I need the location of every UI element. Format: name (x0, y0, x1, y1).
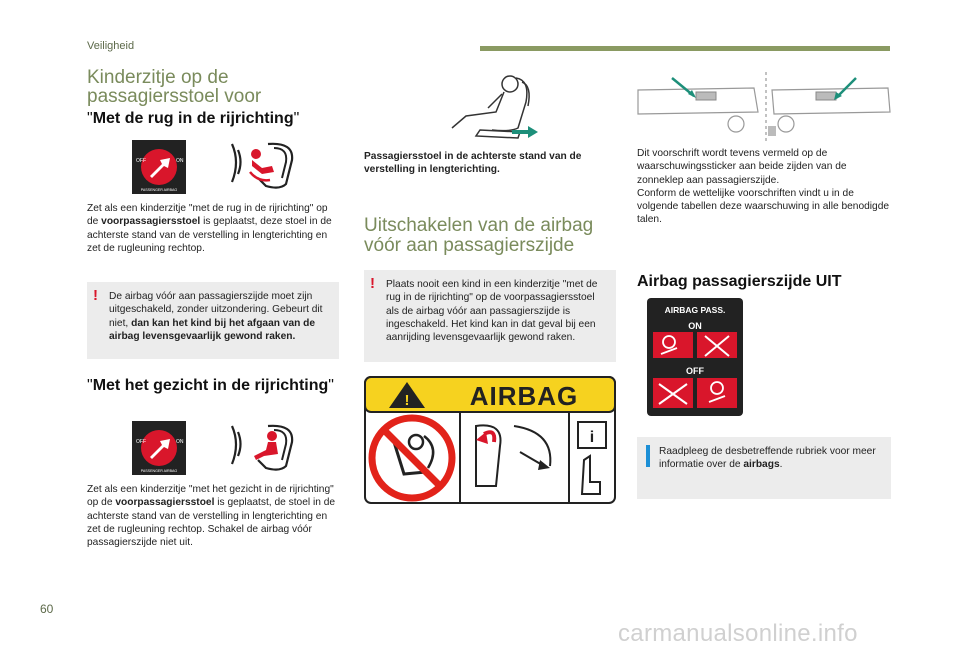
airbag-indicator-panel (647, 298, 743, 416)
svg-text:ON: ON (176, 158, 184, 164)
info-text: Raadpleeg de desbetreffende rubriek voor meer informatie over de airbags. (659, 446, 876, 471)
page-title: Kinderzitje op de passagiersstoel voor (87, 67, 262, 107)
seat-adjustment-illustration (440, 72, 540, 142)
svg-text:i: i (589, 429, 595, 446)
page-number: 60 (40, 602, 54, 616)
sun-visor-sticker-illustration (636, 72, 892, 142)
airbag-switch-icon (132, 140, 186, 194)
airbag-warning-label (364, 376, 616, 504)
watermark: carmanualsonline.info (618, 620, 858, 647)
forward-facing-seat-icon (228, 420, 300, 474)
svg-text:!: ! (404, 392, 410, 409)
svg-text:OFF: OFF (136, 158, 146, 164)
svg-text:AIRBAG PASS.: AIRBAG PASS. (664, 305, 726, 315)
warning-icon: ! (93, 287, 98, 304)
heading-forward-facing: "Met het gezicht in de rijrichting" (87, 377, 334, 394)
svg-text:OFF: OFF (136, 439, 146, 445)
warning-deactivate (364, 270, 616, 362)
svg-text:PASSENGER AIRBAG: PASSENGER AIRBAG (140, 469, 178, 473)
header-bar (480, 46, 890, 51)
airbag-switch-icon (132, 421, 186, 475)
svg-text:ON: ON (176, 439, 184, 445)
rear-facing-seat-icon (228, 138, 300, 192)
rear-facing-paragraph: Zet als een kinderzitje "met de rug in de rijrichting" op de voorpassagiersstoel is geplaatst, deze stoel in de achterste stand van de verstelling in lengterichting en zet de rugleuning rechtop. (87, 203, 332, 254)
section-title-deactivate: Uitschakelen van de airbag vóór aan passagierszijde (364, 215, 594, 256)
section-label: Veiligheid (87, 40, 135, 52)
info-airbags (637, 437, 891, 499)
warning-rear-facing (87, 282, 339, 359)
svg-text:ON: ON (688, 321, 702, 331)
svg-text:AIRBAG: AIRBAG (469, 381, 579, 411)
svg-text:PASSENGER AIRBAG: PASSENGER AIRBAG (140, 188, 178, 192)
warning-text: De airbag vóór aan passagierszijde moet zijn uitgeschakeld, zonder uitzondering. Gebeurt dit niet, dan kan het kind bij het afgaan van de airbag levensgevaarlijk gewond raken. (109, 291, 323, 342)
warning-icon: ! (370, 275, 375, 292)
forward-facing-paragraph: Zet als een kinderzitje "met het gezicht in de rijrichting" op de voorpassagiersstoel is geplaatst, de stoel in de achterste stand van de verstelling in lengterichting en zet de rugleuning rechtop. Schakel de airbag vóór passagierszijde niet uit. (87, 484, 336, 549)
sticker-paragraph: Dit voorschrift wordt tevens vermeld op de waarschuwingssticker aan beide zijden van de zonneklep aan passagierszijde. Conform de wettelijke voorschriften vindt u in de volgende tabellen deze waarschuwing in alle benodigde talen. (637, 148, 890, 226)
svg-text:OFF: OFF (686, 366, 704, 376)
heading-rear-facing: "Met de rug in de rijrichting" (87, 110, 300, 127)
warning-text: Plaats nooit een kind in een kinderzitje "met de rug in de rijrichting" op de voorpassagiersstoel als de airbag vóór aan passagierszijde is ingeschakeld. Het kind kan in dat geval bij een aanrijding levensgevaarlijk gewond raken. (386, 279, 598, 344)
seat-caption: Passagiersstoel in de achterste stand van de verstelling in lengterichting. (364, 151, 582, 176)
info-icon (646, 445, 650, 467)
heading-airbag-off: Airbag passagierszijde UIT (637, 273, 842, 290)
